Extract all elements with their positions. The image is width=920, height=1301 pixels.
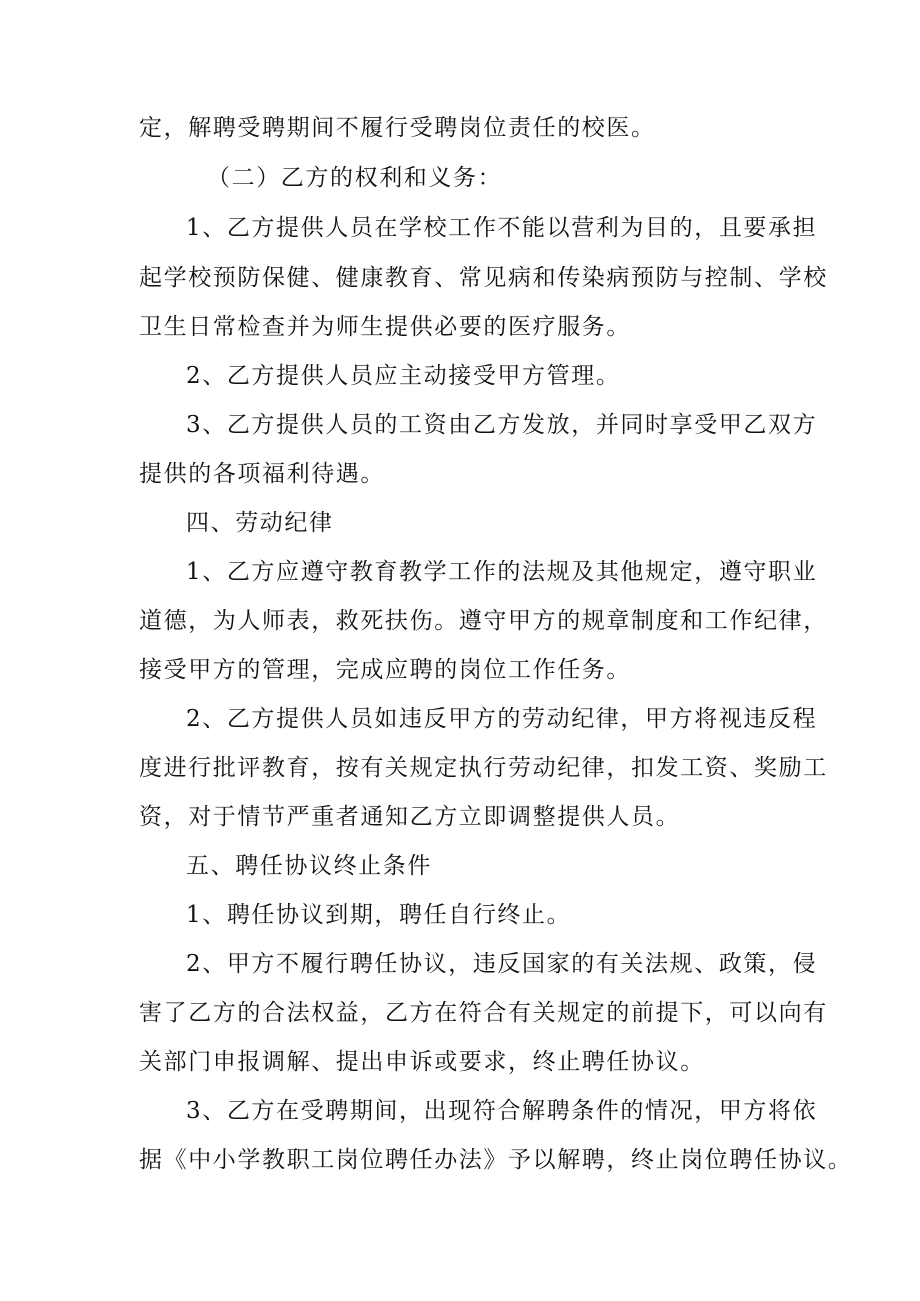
section-heading: 五、聘任协议终止条件 (186, 853, 432, 879)
paragraph-line: 1、乙方应遵守教育教学工作的法规及其他规定，遵守职业 (186, 559, 818, 585)
paragraph-line: 提供的各项福利待遇。 (139, 461, 385, 487)
paragraph-line: 资，对于情节严重者通知乙方立即调整提供人员。 (139, 804, 681, 830)
paragraph-line: 害了乙方的合法权益，乙方在符合有关规定的前提下，可以向有 (139, 1000, 828, 1026)
paragraph-line: 卫生日常检查并为师生提供必要的医疗服务。 (139, 314, 631, 340)
paragraph-line: 起学校预防保健、健康教育、常见病和传染病预防与控制、学校 (139, 265, 828, 291)
paragraph-line: 2、甲方不履行聘任协议，违反国家的有关法规、政策，侵 (186, 951, 818, 977)
paragraph-line: 道德，为人师表，救死扶伤。遵守甲方的规章制度和工作纪律， (139, 608, 828, 634)
section-heading: 四、劳动纪律 (186, 510, 334, 536)
paragraph-line: 1、乙方提供人员在学校工作不能以营利为目的，且要承担 (186, 215, 818, 241)
paragraph-line: 3、乙方提供人员的工资由乙方发放，并同时享受甲乙双方 (186, 412, 818, 438)
paragraph-line: 1、聘任协议到期，聘任自行终止。 (186, 902, 572, 928)
text-line-continuation: 定，解聘受聘期间不履行受聘岗位责任的校医。 (139, 115, 656, 141)
paragraph-line: 接受甲方的管理，完成应聘的岗位工作任务。 (139, 657, 631, 683)
paragraph-line: 度进行批评教育，按有关规定执行劳动纪律，扣发工资、奖励工 (139, 755, 828, 781)
paragraph-line: 2、乙方提供人员如违反甲方的劳动纪律，甲方将视违反程 (186, 706, 818, 732)
paragraph-line: 3、乙方在受聘期间，出现符合解聘条件的情况，甲方将依 (186, 1098, 818, 1124)
paragraph-line: 关部门申报调解、提出申诉或要求，终止聘任协议。 (139, 1049, 705, 1075)
subsection-heading: （二）乙方的权利和义务： (207, 165, 503, 191)
paragraph-line: 据《中小学教职工岗位聘任办法》予以解聘，终止岗位聘任协议。 (139, 1147, 853, 1173)
paragraph-line: 2、乙方提供人员应主动接受甲方管理。 (186, 363, 621, 389)
